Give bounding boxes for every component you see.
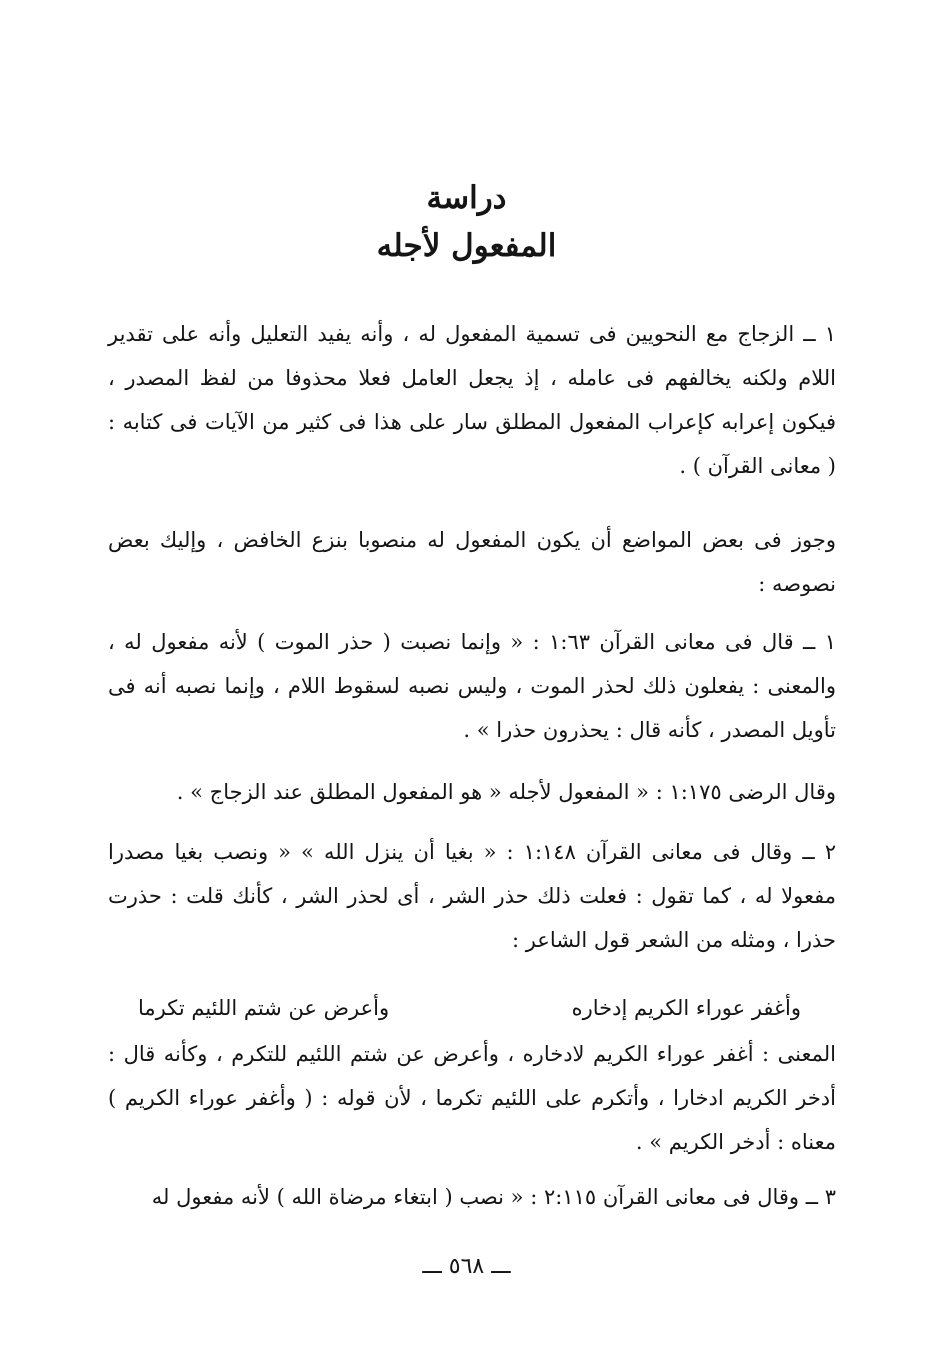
paragraph-4: وقال الرضى ١:١٧٥ : « المفعول لأجله « هو المفعول المطلق عند الزجاج » . bbox=[176, 780, 836, 804]
paragraph-2: وجوز فى بعض المواضع أن يكون المفعول له منصوبا بنزع الخافض ، وإليك بعض نصوصه : bbox=[108, 528, 836, 596]
page-title-line-1: دراسة bbox=[426, 180, 507, 216]
paragraph-7: ٣ ــ وقال فى معانى القرآن ٢:١١٥ : « نصب ( ابتغاء مرضاة الله ) لأنه مفعول له bbox=[151, 1185, 836, 1209]
paragraph-1: ١ ــ الزجاج مع النحويين فى تسمية المفعول له ، وأنه يفيد التعليل وأنه على تقدير اللام ولكنه يخالفهم فى عامله ، إذ يجعل العامل فعلا محذوفا من لفظ المصدر ، فيكون إعرابه كإعراب المفعول المطلق سار على هذا فى كثير من الآيات فى كتابه : ( معانى القرآن ) . bbox=[108, 322, 836, 478]
page-number: ـــ ٥٦٨ ـــ bbox=[422, 1254, 511, 1279]
paragraph-3: ١ ــ قال فى معانى القرآن ١:٦٣ : « وإنما نصبت ( حذر الموت ) لأنه مفعول له ، والمعنى : يفعلون ذلك لحذر الموت ، وليس نصبه لسقوط اللام ، وإنما نصبه أنه فى تأويل المصدر ، كأنه قال : يحذرون حذرا » . bbox=[108, 630, 837, 742]
poetry-verse bbox=[108, 986, 836, 1030]
paragraph-6: المعنى : أغفر عوراء الكريم لادخاره ، وأعرض عن شتم اللئيم للتكرم ، وكأنه قال : أدخر الكريم ادخارا ، وأتكرم على اللئيم تكرما ، لأن قوله : ( وأغفر عوراء الكريم ) معناه : أدخر الكريم » . bbox=[108, 1042, 836, 1154]
page-title-line-2: المفعول لأجله bbox=[376, 228, 557, 264]
verse-first-hemistich: وأغفر عوراء الكريم إدخاره bbox=[571, 996, 801, 1020]
verse-second-hemistich: وأعرض عن شتم اللئيم تكرما bbox=[138, 996, 390, 1020]
paragraph-5: ٢ ــ وقال فى معانى القرآن ١:١٤٨ : « بغيا أن ينزل الله » « ونصب بغيا مصدرا مفعولا له ، كما تقول : فعلت ذلك حذر الشر ، أى لحذر الشر ، كأنك قلت : حذرت حذرا ، ومثله من الشعر قول الشاعر : bbox=[108, 840, 836, 952]
